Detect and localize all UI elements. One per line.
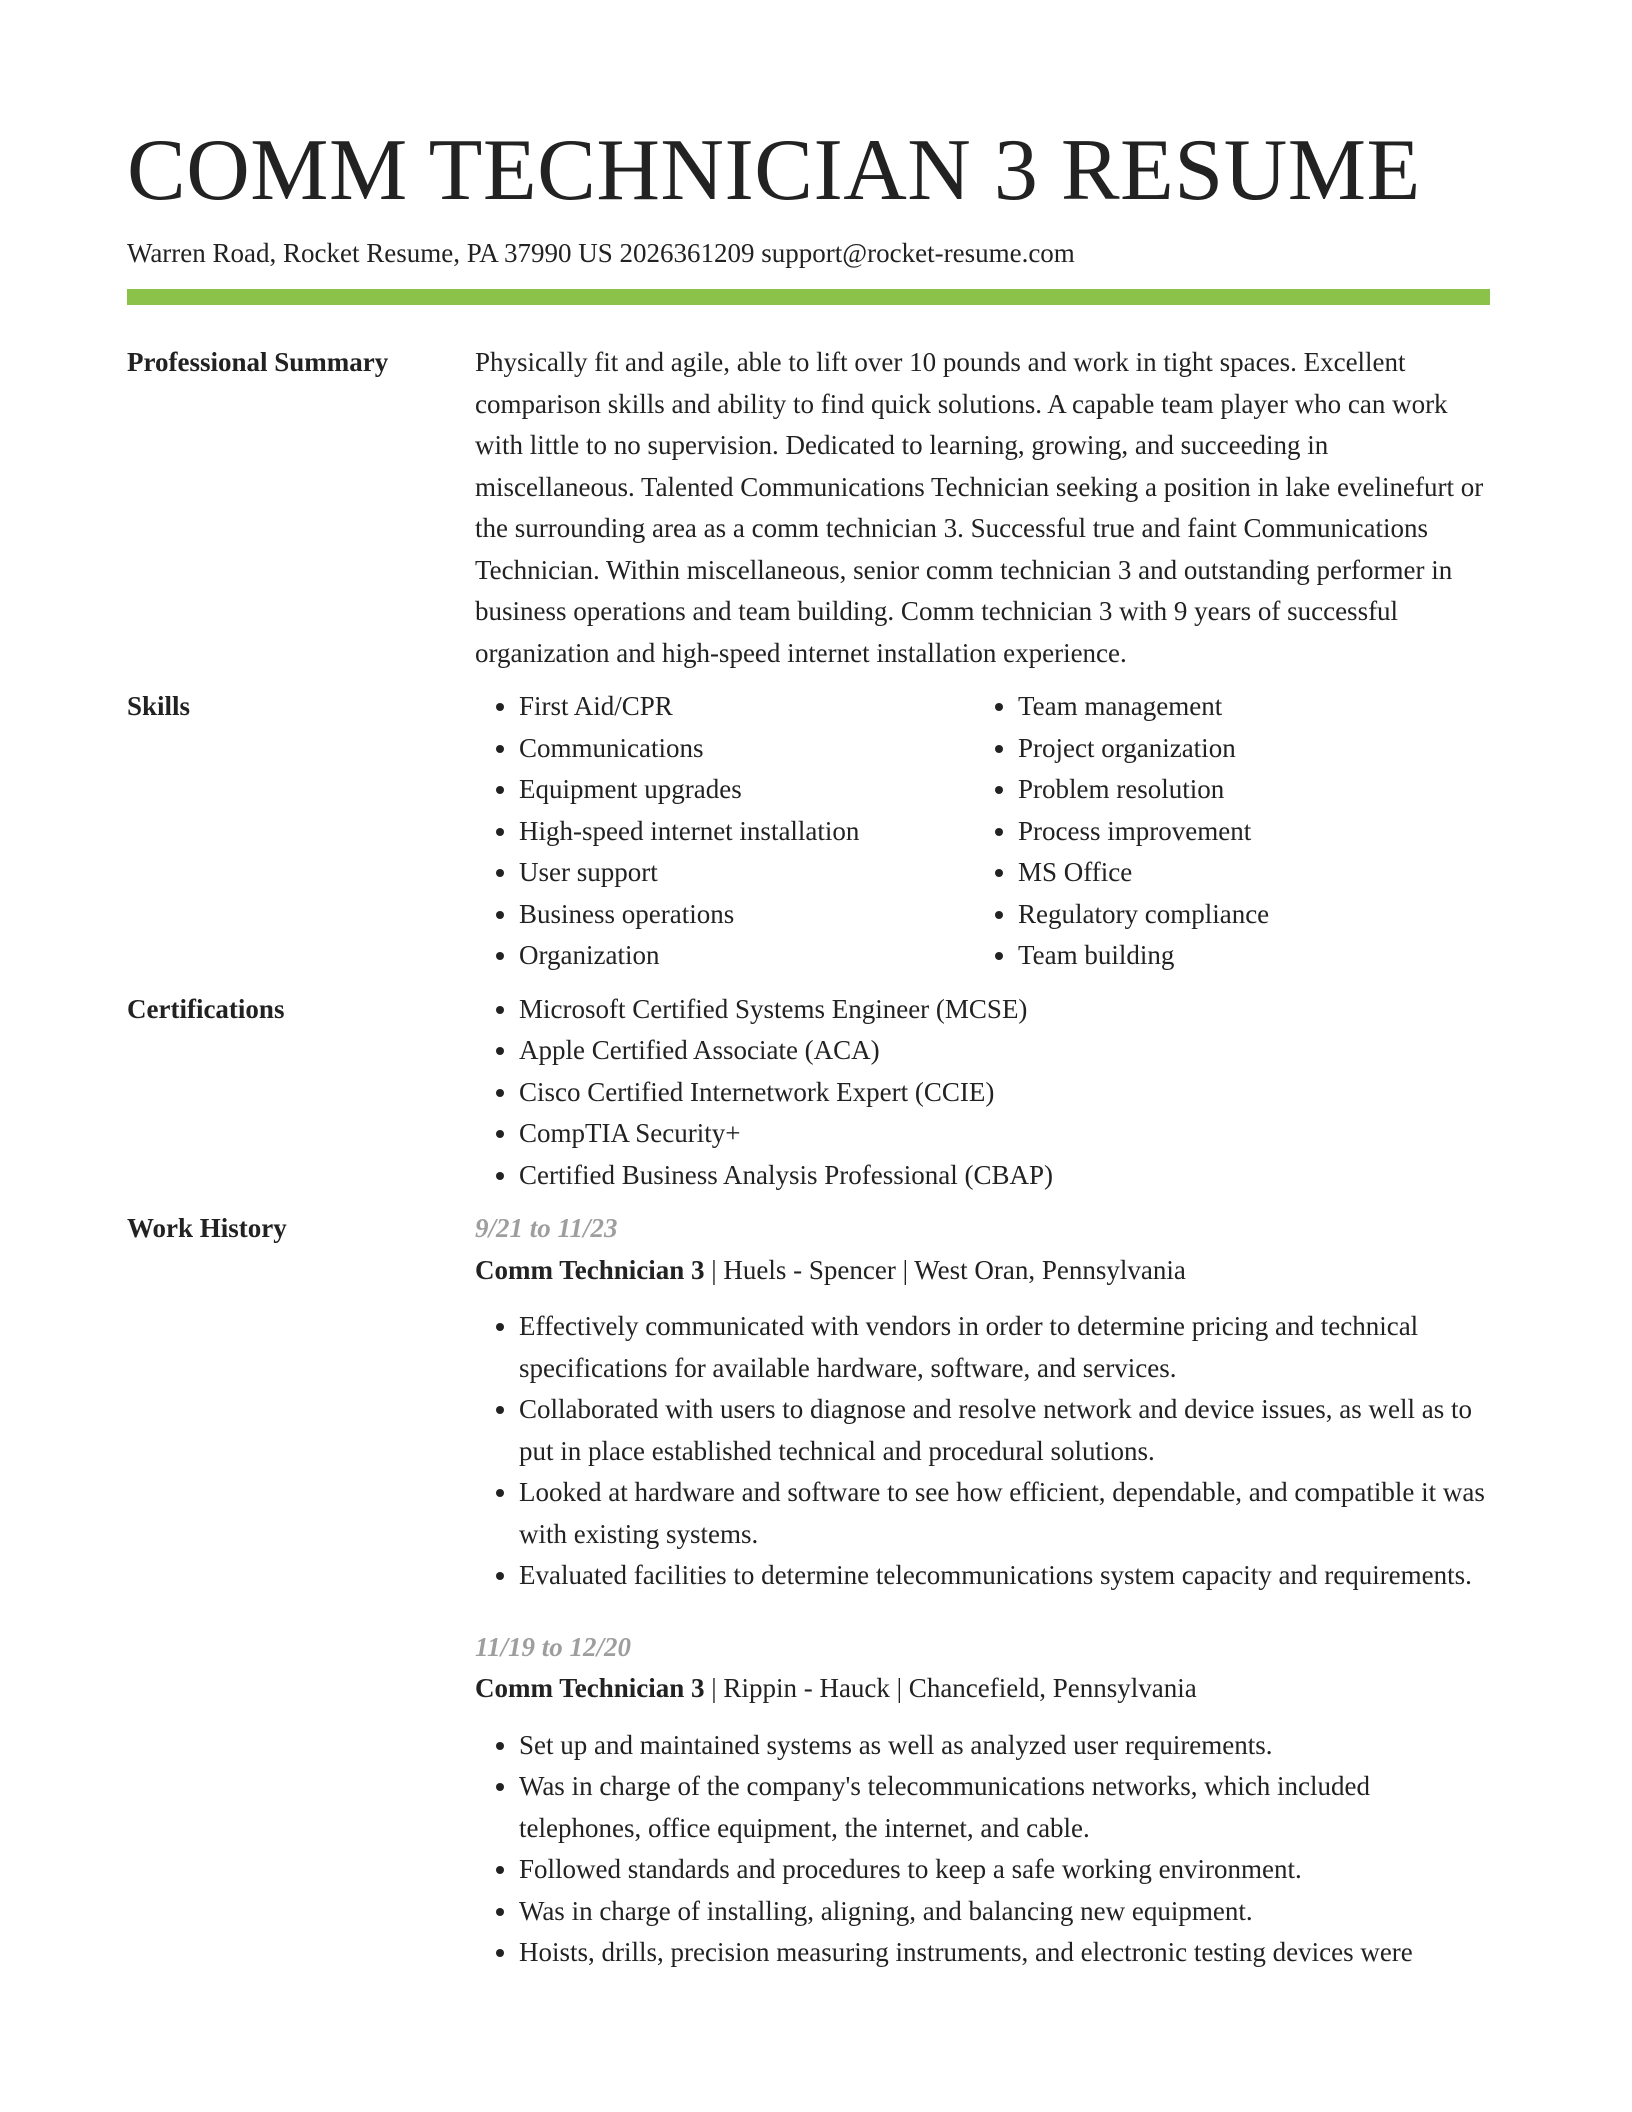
job-bullet: • Followed standards and procedures to keep a safe working environment. <box>519 1849 1490 1891</box>
skills-list-left <box>475 686 974 977</box>
certification-item: • Microsoft Certified Systems Engineer (MCSE) <box>519 989 1490 1031</box>
skill-item: • Communications <box>519 728 974 770</box>
summary-body <box>475 342 1490 674</box>
section-label-skills: Skills <box>127 691 191 721</box>
certifications-section <box>127 989 1490 1197</box>
certification-item: • CompTIA Security+ <box>519 1113 1490 1155</box>
skill-item: • Business operations <box>519 894 974 936</box>
certifications-list <box>475 989 1490 1197</box>
certifications-body <box>475 989 1490 1197</box>
job-bullet: • Set up and maintained systems as well as analyzed user requirements. <box>519 1725 1490 1767</box>
job-employer-location: | Huels - Spencer | West Oran, Pennsylvania <box>704 1254 1186 1285</box>
skills-body <box>475 686 1490 977</box>
resume-title: COMM TECHNICIAN 3 RESUME <box>127 122 1421 219</box>
resume-page <box>127 0 1490 1974</box>
skill-item: • Process improvement <box>1018 811 1490 853</box>
certification-item: • Cisco Certified Internetwork Expert (CCIE) <box>519 1072 1490 1114</box>
job-dates: 11/19 to 12/20 <box>475 1631 632 1662</box>
skill-item: • Organization <box>519 935 974 977</box>
skills-list-right <box>974 686 1490 977</box>
section-label-certifications: Certifications <box>127 993 285 1024</box>
work-history-body <box>475 1208 1490 1974</box>
summary-section <box>127 342 1490 674</box>
skill-item: • User support <box>519 852 974 894</box>
work-history-section <box>127 1208 1490 1974</box>
job-bullet: • Hoists, drills, precision measuring instruments, and electronic testing devices were <box>519 1932 1490 1974</box>
skills-section <box>127 686 1490 977</box>
job-bullet: • Was in charge of installing, aligning, and balancing new equipment. <box>519 1891 1490 1933</box>
skill-item: • Problem resolution <box>1018 769 1490 811</box>
header-divider <box>127 289 1490 305</box>
skill-item: • High-speed internet installation <box>519 811 974 853</box>
contact-info: Warren Road, Rocket Resume, PA 37990 US 2026361209 support@rocket-resume.com <box>127 238 1075 268</box>
section-label-summary: Professional Summary <box>127 347 389 377</box>
job-entry <box>475 1627 1490 1974</box>
job-bullets <box>475 1306 1490 1597</box>
certification-item: • Apple Certified Associate (ACA) <box>519 1030 1490 1072</box>
summary-text: Physically fit and agile, able to lift over 10 pounds and work in tight spaces. Excellent comparison skills and ability to find quick solutions. A capable team player who can work with little to no supervision. Dedicated to learning, growing, and succeeding in miscellaneous. Talented Communications Technician seeking a position in lake evelinefurt or the surrounding area as a comm technician 3. Successful true and faint Communications Technician. Within miscellaneous, senior comm technician 3 and outstanding performer in business operations and team building. Comm technician 3 with 9 years of successful organization and high-speed internet installation experience. <box>475 347 1484 668</box>
skill-item: • MS Office <box>1018 852 1490 894</box>
job-bullet: • Looked at hardware and software to see how efficient, dependable, and compatible it was with existing systems. <box>519 1472 1490 1555</box>
job-bullet: • Was in charge of the company's telecommunications networks, which included telephones, office equipment, the internet, and cable. <box>519 1766 1490 1849</box>
job-employer-location: | Rippin - Hauck | Chancefield, Pennsylvania <box>704 1673 1197 1703</box>
job-bullet: • Evaluated facilities to determine telecommunications system capacity and requirements. <box>519 1555 1490 1597</box>
job-bullet: • Collaborated with users to diagnose and resolve network and device issues, as well as to put in place established technical and procedural solutions. <box>519 1389 1490 1472</box>
skill-item: • First Aid/CPR <box>519 686 974 728</box>
skill-item: • Team management <box>1018 686 1490 728</box>
job-header <box>475 1250 1490 1292</box>
section-label-work-history: Work History <box>127 1213 287 1243</box>
job-bullet: • Effectively communicated with vendors in order to determine pricing and technical specifications for available hardware, software, and services. <box>519 1306 1490 1389</box>
job-bullets <box>475 1725 1490 1974</box>
skill-item: • Equipment upgrades <box>519 769 974 811</box>
skill-item: • Regulatory compliance <box>1018 894 1490 936</box>
job-dates: 9/21 to 11/23 <box>475 1213 618 1243</box>
certification-item: • Certified Business Analysis Professional (CBAP) <box>519 1155 1490 1197</box>
job-title: Comm Technician 3 <box>475 1254 705 1285</box>
job-header <box>475 1668 1490 1710</box>
skill-item: • Project organization <box>1018 728 1490 770</box>
job-entry <box>475 1208 1490 1597</box>
job-title: Comm Technician 3 <box>475 1673 705 1703</box>
skill-item: • Team building <box>1018 935 1490 977</box>
